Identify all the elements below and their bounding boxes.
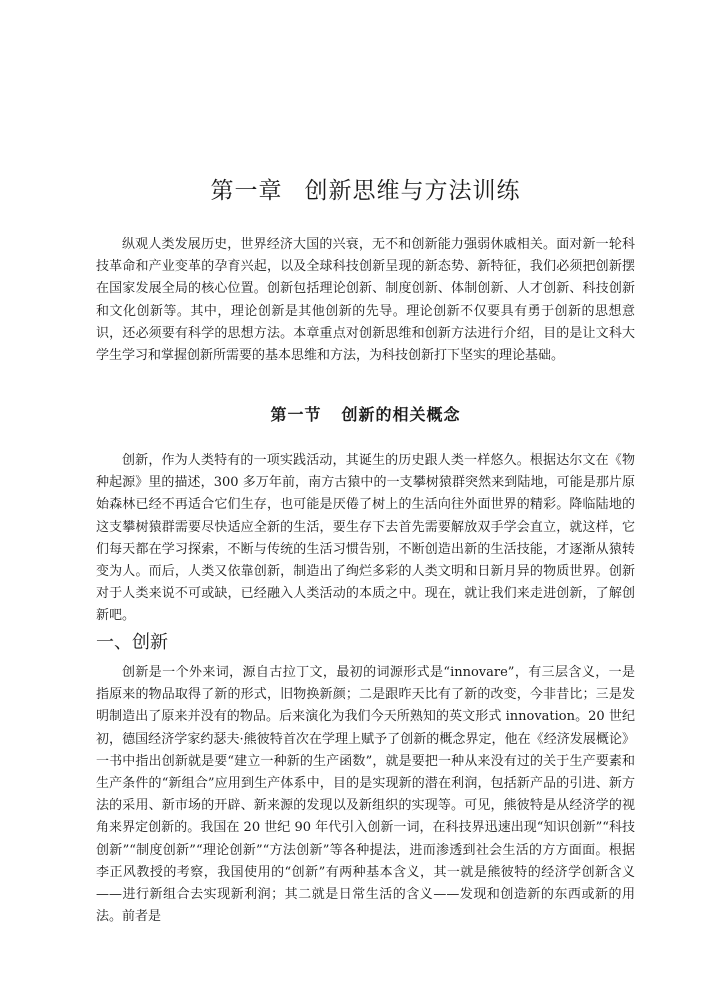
chapter-title [96,172,635,205]
section-number: 第一节 [270,405,322,424]
chapter-number: 第一章 [210,178,283,204]
chapter-name: 创新思维与方法训练 [304,178,521,204]
subsection-paragraph: 创新是一个外来词，源自古拉丁文，最初的词源形式是“innovare”，有三层含义，一是指原来的物品取得了新的形式，旧物换新颜；二是跟昨天比有了新的改变，今非昔比；三是发明制造出了原来并没有的物品。后来演化为我们今天所熟知的英文形式 innovation。20 世纪初，德国经济学家约瑟夫·熊彼特首次在学理上赋予了创新的概念界定，他在《经济发展概论》一书中指出创新就是要“建立一种新的生产函数”，就是要把一种从来没有过的关于生产要素和生产条件的“新组合”应用到生产体系中，目的是实现新的潜在利润，包括新产品的引进、新方法的采用、新市场的开辟、新来源的发现以及新组织的实现等。可见，熊彼特是从经济学的视角来界定创新的。我国在 20 世纪 90 年代引入创新一词，在科技界迅速出现“知识创新”“科技创新”“制度创新”“理论创新”“方法创新”等各种提法，进而渗透到社会生活的方方面面。根据李正风教授的考察，我国使用的“创新”有两种基本含义，其一就是熊彼特的经济学创新含义——进行新组合去实现新利润；其二就是日常生活的含义——发现和创造新的东西或新的用法。前者是 [96,665,635,925]
section-title [96,402,635,425]
subsection-title: 一、创新 [96,632,168,653]
section-name: 创新的相关概念 [341,405,461,424]
section-paragraph: 创新，作为人类特有的一项实践活动，其诞生的历史跟人类一样悠久。根据达尔文在《物种起源》里的描述，300 多万年前，南方古猿中的一支攀树猿群突然来到陆地，可能是那片原始森林已经不再适合它们生存，也可能是厌倦了树上的生活向往外面世界的精彩。降临陆地的这支攀树猿群需要尽快适应全新的生活，要生存下去首先需要解放双手学会直立，就这样，它们每天都在学习探索，不断与传统的生活习惯告别，不断创造出新的生活技能，才逐渐从猿转变为人。而后，人类又依靠创新，制造出了绚烂多彩的人类文明和日新月异的物质世界。创新对于人类来说不可或缺，已经融入人类活动的本质之中。现在，就让我们来走进创新，了解创新吧。 [96,453,635,624]
intro-paragraph: 纵观人类发展历史，世界经济大国的兴衰，无不和创新能力强弱休戚相关。面对新一轮科技革命和产业变革的孕育兴起，以及全球科技创新呈现的新态势、新特征，我们必须把创新摆在国家发展全局的核心位置。创新包括理论创新、制度创新、体制创新、人才创新、科技创新和文化创新等。其中，理论创新是其他创新的先导。理论创新不仅要具有勇于创新的思想意识，还必须要有科学的思想方法。本章重点对创新思维和创新方法进行介绍，目的是让文科大学生学习和掌握创新所需要的基本思维和方法，为科技创新打下坚实的理论基础。 [96,237,635,364]
